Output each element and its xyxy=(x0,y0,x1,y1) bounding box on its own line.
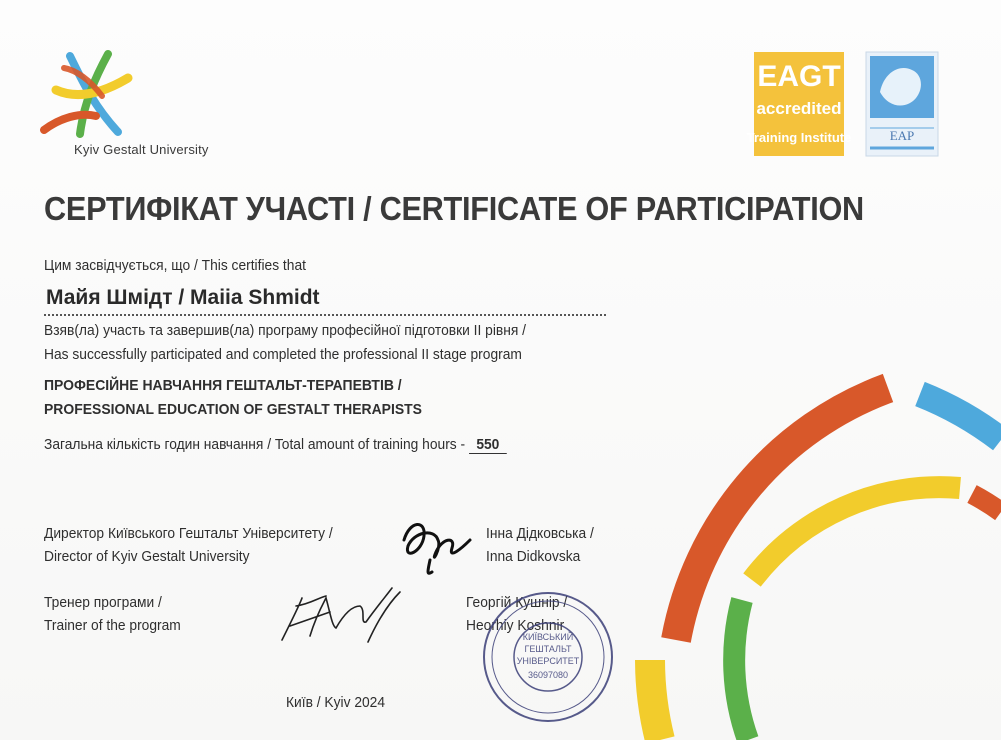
eagt-logo-line2: accredited xyxy=(756,99,842,118)
trainer-role-line-2: Trainer of the program xyxy=(44,617,181,634)
director-name-line-2: Inna Didkovska xyxy=(486,548,581,565)
program-line-1: ПРОФЕСІЙНЕ НАВЧАННЯ ГЕШТАЛЬТ-ТЕРАПЕВТІВ / xyxy=(44,377,402,394)
director-signature xyxy=(404,524,470,573)
director-role-line-1: Директор Київського Гештальт Університету / xyxy=(44,525,333,542)
trainer-name-line-2: Heorhiy Koshnir xyxy=(466,617,565,634)
stamp-line-1: КИЇВСЬКИЙ xyxy=(522,632,574,642)
director-role-line-2: Director of Kyiv Gestalt University xyxy=(44,548,250,565)
certificate-title: СЕРТИФІКАТ УЧАСТІ / CERTIFICATE OF PARTICIPATION xyxy=(44,190,864,227)
participation-line-1: Взяв(ла) участь та завершив(ла) програму професійної підготовки II рівня / xyxy=(44,322,527,339)
recipient-name: Майя Шмідт / Maiia Shmidt xyxy=(46,286,320,309)
stamp-line-3: УНІВЕРСИТЕТ xyxy=(516,656,580,666)
eap-logo-text: EAP xyxy=(889,128,915,143)
trainer-role-line-1: Тренер програми / xyxy=(44,594,162,611)
training-hours-value: 550 xyxy=(469,436,507,454)
participation-line-2: Has successfully participated and completed the professional II stage program xyxy=(44,346,522,363)
eagt-logo-line1: EAGT xyxy=(757,60,841,93)
university-name: Kyiv Gestalt University xyxy=(74,142,209,157)
director-name-line-1: Інна Дідковська / xyxy=(486,525,594,542)
trainer-signature xyxy=(282,588,400,642)
trainer-name-line-1: Георгій Кушнір / xyxy=(466,594,568,611)
stamp-code: 36097080 xyxy=(527,670,569,680)
place-date: Київ / Kyiv 2024 xyxy=(286,694,386,711)
training-hours-label: Загальна кількість годин навчання / Total amount of training hours - xyxy=(44,436,466,453)
stamp-line-2: ГЕШТАЛЬТ xyxy=(524,644,572,654)
university-stamp xyxy=(484,593,612,721)
eagt-logo-line3: Training Institute xyxy=(746,130,852,145)
program-line-2: PROFESSIONAL EDUCATION OF GESTALT THERAPISTS xyxy=(44,401,422,418)
certifies-that-text: Цим засвідчується, що / This certifies that xyxy=(44,257,306,274)
